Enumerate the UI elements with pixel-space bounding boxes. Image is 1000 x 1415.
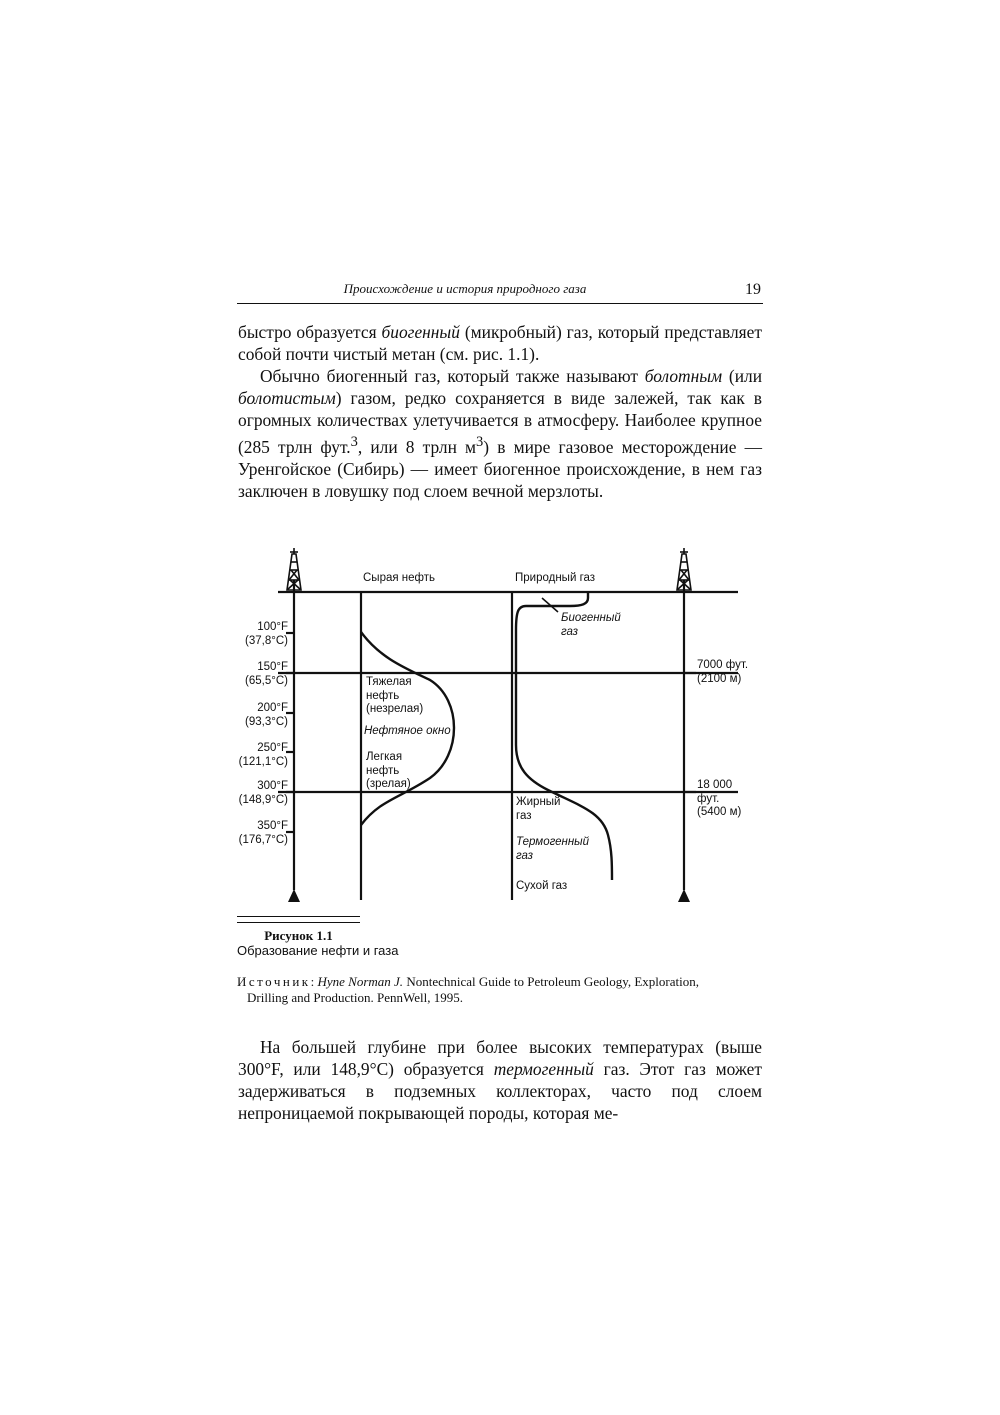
paragraph-3: [238, 1036, 762, 1124]
temp-label-250: 250°F (121,1°C): [238, 742, 288, 768]
temp-label-100: 100°F (37,8°C): [245, 621, 288, 647]
paragraph-2: [238, 365, 762, 502]
temp-label-350: 350°F (176,7°C): [238, 820, 288, 846]
right-well-arrow: [678, 889, 690, 902]
italic-term: термогенный: [493, 1059, 594, 1079]
temp-label-200: 200°F (93,3°C): [245, 702, 288, 728]
italic-term: биогенный: [381, 322, 460, 342]
left-well-arrow: [288, 889, 300, 902]
label-dry-gas: Сухой газ: [516, 880, 568, 892]
text-run: газ. Этот газ может задерживаться в подземных коллекторах, часто под слоем непроницаемой покрывающей породы, которая ме-: [238, 1059, 762, 1123]
left-derrick-icon: [287, 548, 301, 590]
page-number: 19: [745, 281, 761, 298]
text-run: (микробный) газ, который представляет собой почти чистый метан (см. рис. 1.1).: [238, 322, 762, 364]
source-lead: Источник: [237, 974, 311, 989]
label-biogenic-gas: Биогенный газ: [561, 612, 621, 638]
running-title: Происхождение и история природного газа: [343, 281, 587, 296]
text-run: , или 8 трлн м: [357, 436, 477, 457]
label-crude-oil: Сырая нефть: [363, 572, 435, 584]
text-run: ) в мире газовое месторождение — Уренгойское (Сибирь) — имеет биогенное происхождение, в нем газ заключен в ловушку под слоем вечной мерзлоты.: [238, 436, 762, 501]
superscript: 3: [350, 434, 358, 450]
text-run: быстро образуется: [238, 322, 382, 342]
caption-rule: [237, 916, 360, 923]
figure-number: Рисунок 1.1: [264, 928, 333, 943]
temp-label-150: 150°F (65,5°C): [245, 661, 288, 687]
running-header: [237, 281, 763, 304]
depth-label-18000: 18 000 фут. (5400 м): [697, 779, 742, 818]
figure-oil-gas-formation: [230, 540, 750, 915]
superscript: 3: [476, 434, 484, 450]
source-author: Hyne Norman J.: [317, 974, 404, 989]
text-run: Обычно биогенный газ, который также называют: [260, 366, 645, 386]
depth-label-7000: 7000 фут. (2100 м): [697, 659, 749, 685]
temp-label-300: 300°F (148,9°C): [238, 780, 288, 806]
label-thermogenic-gas: Термогенный газ: [516, 836, 590, 862]
label-heavy-oil: Тяжелая нефть (незрелая): [366, 676, 424, 715]
figure-source: Источник: Hyne Norman J. Nontechnical Guide to Petroleum Geology, Exploration, Drilling and Production. PennWell, 1995.: [237, 974, 763, 1006]
source-line-2: Drilling and Production. PennWell, 1995.: [247, 990, 463, 1005]
right-derrick-icon: [677, 548, 691, 590]
label-oil-window: Нефтяное окно: [364, 725, 451, 737]
label-natural-gas: Природный газ: [515, 572, 596, 584]
figure-diagram: [230, 540, 750, 915]
text-run: (или: [722, 366, 763, 386]
label-light-oil: Легкая нефть (зрелая): [366, 751, 411, 790]
italic-term: болотным: [644, 366, 723, 386]
text-run: На большей глубине при более высоких температурах (выше 300°F, или 148,9°C) образуется: [238, 1037, 762, 1079]
paragraph-1: [238, 321, 762, 365]
figure-title: Образование нефти и газа: [237, 943, 399, 958]
text-run: ) газом, редко сохраняется в виде залежей, так как в огромных количествах улетучивается в атмосферу. Наиболее крупное (285 трлн фут.: [238, 388, 762, 457]
label-wet-gas: Жирный газ: [516, 796, 561, 822]
italic-term: болотистым: [238, 388, 336, 408]
